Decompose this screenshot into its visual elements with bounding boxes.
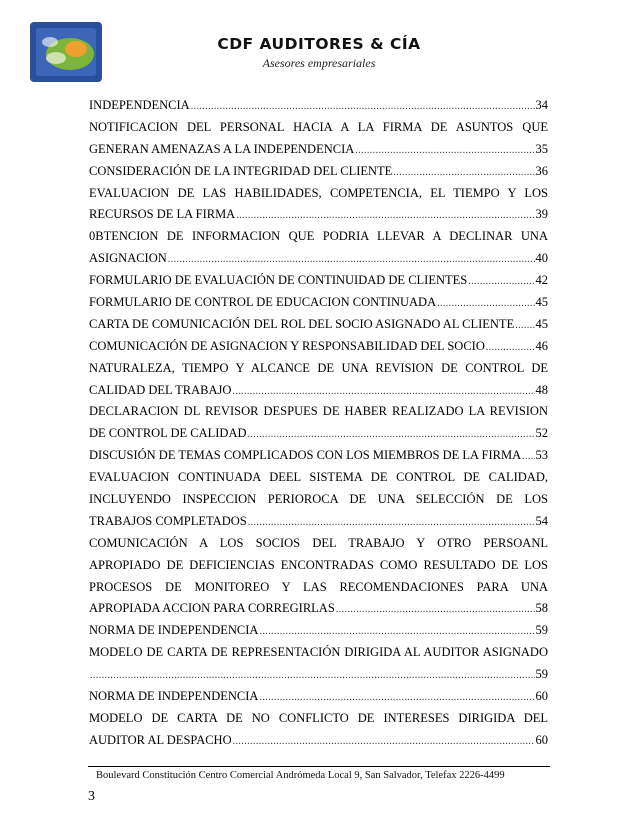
toc-line: APROPIADO DE DEFICIENCIAS ENCONTRADAS COMO RESULTADO DE LOS: [89, 557, 548, 572]
toc-entry[interactable]: [89, 511, 548, 533]
toc-leader-dots: [248, 512, 535, 533]
toc-entry-title: CARTA DE COMUNICACIÓN DEL ROL DEL SOCIO ASIGNADO AL CLIENTE: [89, 316, 515, 331]
toc-entry[interactable]: [89, 139, 548, 161]
toc-entry-title: ASIGNACION: [89, 251, 167, 266]
toc-page-number: 34: [535, 98, 548, 112]
toc-line: PROCESOS DE MONITOREO Y LAS RECOMENDACIONES PARA UNA: [89, 579, 548, 594]
toc-page-number: 39: [535, 207, 548, 222]
toc-line: INCLUYENDO INSPECCION PERIOROCA DE UNA SELECCIÓN DE LOS: [89, 492, 548, 507]
toc-page-number: 42: [535, 273, 548, 288]
toc-leader-dots: [191, 96, 535, 117]
toc-page-number: 60: [535, 689, 548, 704]
toc-page-number: 46: [535, 338, 548, 353]
toc-entry-title: APROPIADA ACCION PARA CORREGIRLAS: [89, 601, 335, 616]
toc-page-number: 45: [535, 316, 548, 331]
toc-entry[interactable]: [89, 730, 548, 752]
toc-entry[interactable]: [89, 336, 548, 358]
toc-entry-title: CONSIDERACIÓN DE LA INTEGRIDAD DEL CLIENTE: [89, 163, 393, 178]
toc-entry-title: AUDITOR AL DESPACHO: [89, 732, 232, 747]
toc-line: MODELO DE CARTA DE REPRESENTACIÓN DIRIGIDA AL AUDITOR ASIGNADO: [89, 645, 548, 660]
toc-leader-dots: [232, 381, 534, 402]
toc-leader-dots: [355, 140, 534, 161]
toc-line: MODELO DE CARTA DE NO CONFLICTO DE INTERESES DIRIGIDA DEL: [89, 710, 548, 725]
toc-entry-title: TRABAJOS COMPLETADOS: [89, 513, 247, 528]
company-tagline: Asesores empresariales: [262, 56, 376, 70]
toc-entry-title: FORMULARIO DE EVALUACIÓN DE CONTINUIDAD DE CLIENTES: [89, 273, 468, 288]
toc-page-number: 35: [535, 141, 548, 156]
toc-line: EVALUACION CONTINUADA DEEL SISTEMA DE CONTROL DE CALIDAD,: [89, 470, 548, 485]
toc-line: NOTIFICACION DEL PERSONAL HACIA A LA FIRMA DE ASUNTOS QUE: [89, 119, 548, 134]
toc-page-number: 59: [535, 667, 548, 682]
toc-page-number: 58: [535, 601, 548, 616]
toc-entry[interactable]: [89, 248, 548, 270]
toc-leader-dots: [515, 315, 534, 336]
toc-line: 0BTENCION DE INFORMACION QUE PODRIA LLEVAR A DECLINAR UNA: [89, 229, 548, 244]
toc-entry-title: FORMULARIO DE CONTROL DE EDUCACION CONTINUADA: [89, 295, 437, 310]
toc-leader-dots: [168, 249, 535, 270]
toc-entry-title: INDEPENDENCIA: [89, 98, 190, 112]
toc-entry[interactable]: [89, 380, 548, 402]
toc-entry[interactable]: [89, 423, 548, 445]
toc-leader-dots: [90, 665, 535, 686]
toc-leader-dots: [486, 337, 535, 358]
toc-leader-dots: [259, 621, 534, 642]
toc-entry[interactable]: [89, 598, 548, 620]
toc-entry[interactable]: [89, 445, 548, 467]
toc-page-number: 60: [535, 732, 548, 747]
toc-leader-dots: [468, 271, 534, 292]
toc-entry[interactable]: [89, 664, 548, 686]
toc-entry[interactable]: [89, 314, 548, 336]
toc-page-number: 52: [535, 426, 548, 441]
toc-line: COMUNICACIÓN A LOS SOCIOS DEL TRABAJO Y OTRO PERSOANL: [89, 535, 548, 550]
toc-line: EVALUACION DE LAS HABILIDADES, COMPETENCIA, EL TIEMPO Y LOS: [89, 185, 548, 200]
toc-entry[interactable]: [89, 292, 548, 314]
toc-entry[interactable]: [89, 270, 548, 292]
toc-page-number: 48: [535, 382, 548, 397]
toc-leader-dots: [236, 205, 534, 226]
toc-entry-title: GENERAN AMENAZAS A LA INDEPENDENCIA: [89, 141, 355, 156]
toc-leader-dots: [233, 731, 535, 752]
toc-page-number: 45: [535, 295, 548, 310]
page-number: 3: [88, 789, 95, 804]
toc-entry-title: RECURSOS DE LA FIRMA: [89, 207, 236, 222]
toc-line: DECLARACION DL REVISOR DESPUES DE HABER REALIZADO LA REVISION: [89, 404, 548, 419]
toc-page-number: 36: [535, 163, 548, 178]
toc-page-number: 53: [535, 448, 548, 463]
toc-leader-dots: [248, 424, 535, 445]
toc-leader-dots: [437, 293, 534, 314]
toc-page-number: 40: [535, 251, 548, 266]
page-header: [0, 0, 638, 90]
toc-entry[interactable]: [89, 686, 548, 708]
toc-entry-title: CALIDAD DEL TRABAJO: [89, 382, 232, 397]
toc-page-number: 54: [535, 513, 548, 528]
toc-entry[interactable]: [89, 204, 548, 226]
toc-entry-title: NORMA DE INDEPENDENCIA: [89, 623, 259, 638]
toc-leader-dots: [259, 687, 534, 708]
footer-address: Boulevard Constitución Centro Comercial Andrómeda Local 9, San Salvador, Telefax 2226-4499: [96, 770, 505, 781]
table-of-contents: [89, 95, 548, 752]
toc-leader-dots: [393, 162, 534, 183]
toc-entry-title: DISCUSIÓN DE TEMAS COMPLICADOS CON LOS MIEMBROS DE LA FIRMA: [89, 448, 522, 463]
toc-entry[interactable]: [89, 95, 548, 117]
toc-entry[interactable]: [89, 161, 548, 183]
toc-leader-dots: [336, 599, 535, 620]
company-name: CDF AUDITORES & CÍA: [217, 35, 421, 53]
toc-entry-title: NORMA DE INDEPENDENCIA: [89, 689, 259, 704]
toc-entry-title: COMUNICACIÓN DE ASIGNACION Y RESPONSABILIDAD DEL SOCIO: [89, 338, 485, 353]
toc-leader-dots: [522, 446, 534, 467]
toc-entry-title: DE CONTROL DE CALIDAD: [89, 426, 247, 441]
toc-entry[interactable]: [89, 620, 548, 642]
toc-page-number: 59: [535, 623, 548, 638]
toc-line: NATURALEZA, TIEMPO Y ALCANCE DE UNA REVISION DE CONTROL DE: [89, 360, 548, 375]
footer-divider: [88, 766, 550, 767]
